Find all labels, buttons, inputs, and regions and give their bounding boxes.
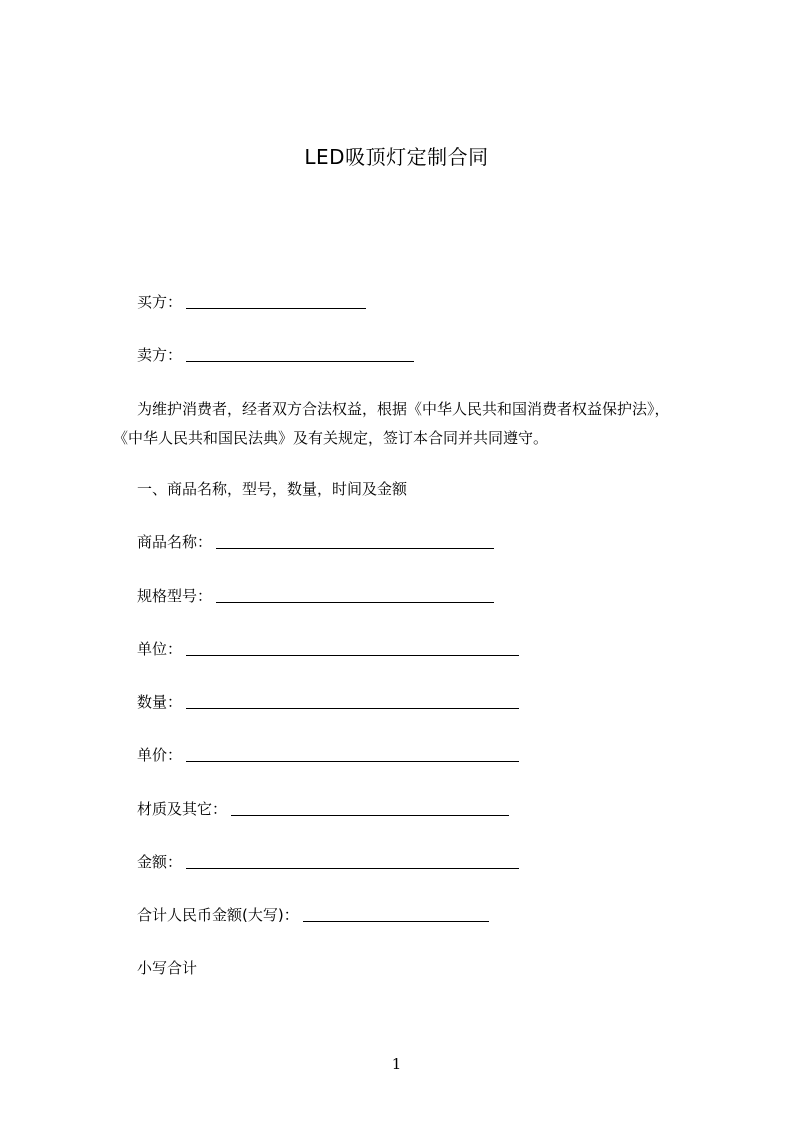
total-rmb-upper-label: 合计人民币金额(大写)： [137, 906, 299, 924]
product-name-blank-line[interactable] [216, 534, 494, 549]
total-rmb-upper-field [137, 905, 489, 925]
preamble-line-2: 《中华人民共和国民法典》及有关规定，签订本合同并共同遵守。 [113, 429, 549, 447]
preamble-line-1: 为维护消费者，经者双方合法权益，根据《中华人民共和国消费者权益保护法》， [137, 400, 670, 418]
amount-field [137, 852, 519, 872]
quantity-field [137, 692, 519, 712]
unit-price-blank-line[interactable] [186, 747, 519, 762]
page-number: 1 [391, 1055, 402, 1073]
buyer-label: 买方： [137, 293, 183, 311]
spec-model-blank-line[interactable] [216, 588, 494, 603]
unit-price-label: 单价： [137, 746, 183, 764]
product-name-label: 商品名称： [137, 533, 213, 551]
product-name-field [137, 532, 494, 552]
quantity-label: 数量： [137, 693, 183, 711]
unit-price-field [137, 745, 519, 765]
unit-label: 单位： [137, 640, 183, 658]
section-1-heading: 一、商品名称，型号，数量，时间及金额 [137, 480, 408, 498]
unit-field [137, 639, 519, 659]
amount-blank-line[interactable] [186, 854, 519, 869]
unit-blank-line[interactable] [186, 641, 519, 656]
material-other-label: 材质及其它： [137, 800, 228, 818]
amount-label: 金额： [137, 853, 183, 871]
seller-label: 卖方： [137, 346, 183, 364]
buyer-field [137, 292, 366, 312]
spec-model-field [137, 586, 494, 606]
material-other-field [137, 799, 509, 819]
document-title: LED吸顶灯定制合同 [304, 145, 489, 169]
total-rmb-upper-blank-line[interactable] [303, 907, 489, 922]
spec-model-label: 规格型号： [137, 587, 213, 605]
small-total-label: 小写合计 [137, 959, 198, 977]
quantity-blank-line[interactable] [186, 694, 519, 709]
buyer-blank-line[interactable] [186, 294, 366, 309]
seller-field [137, 345, 414, 365]
material-other-blank-line[interactable] [231, 801, 509, 816]
preamble-paragraph [113, 395, 703, 453]
seller-blank-line[interactable] [186, 347, 414, 362]
